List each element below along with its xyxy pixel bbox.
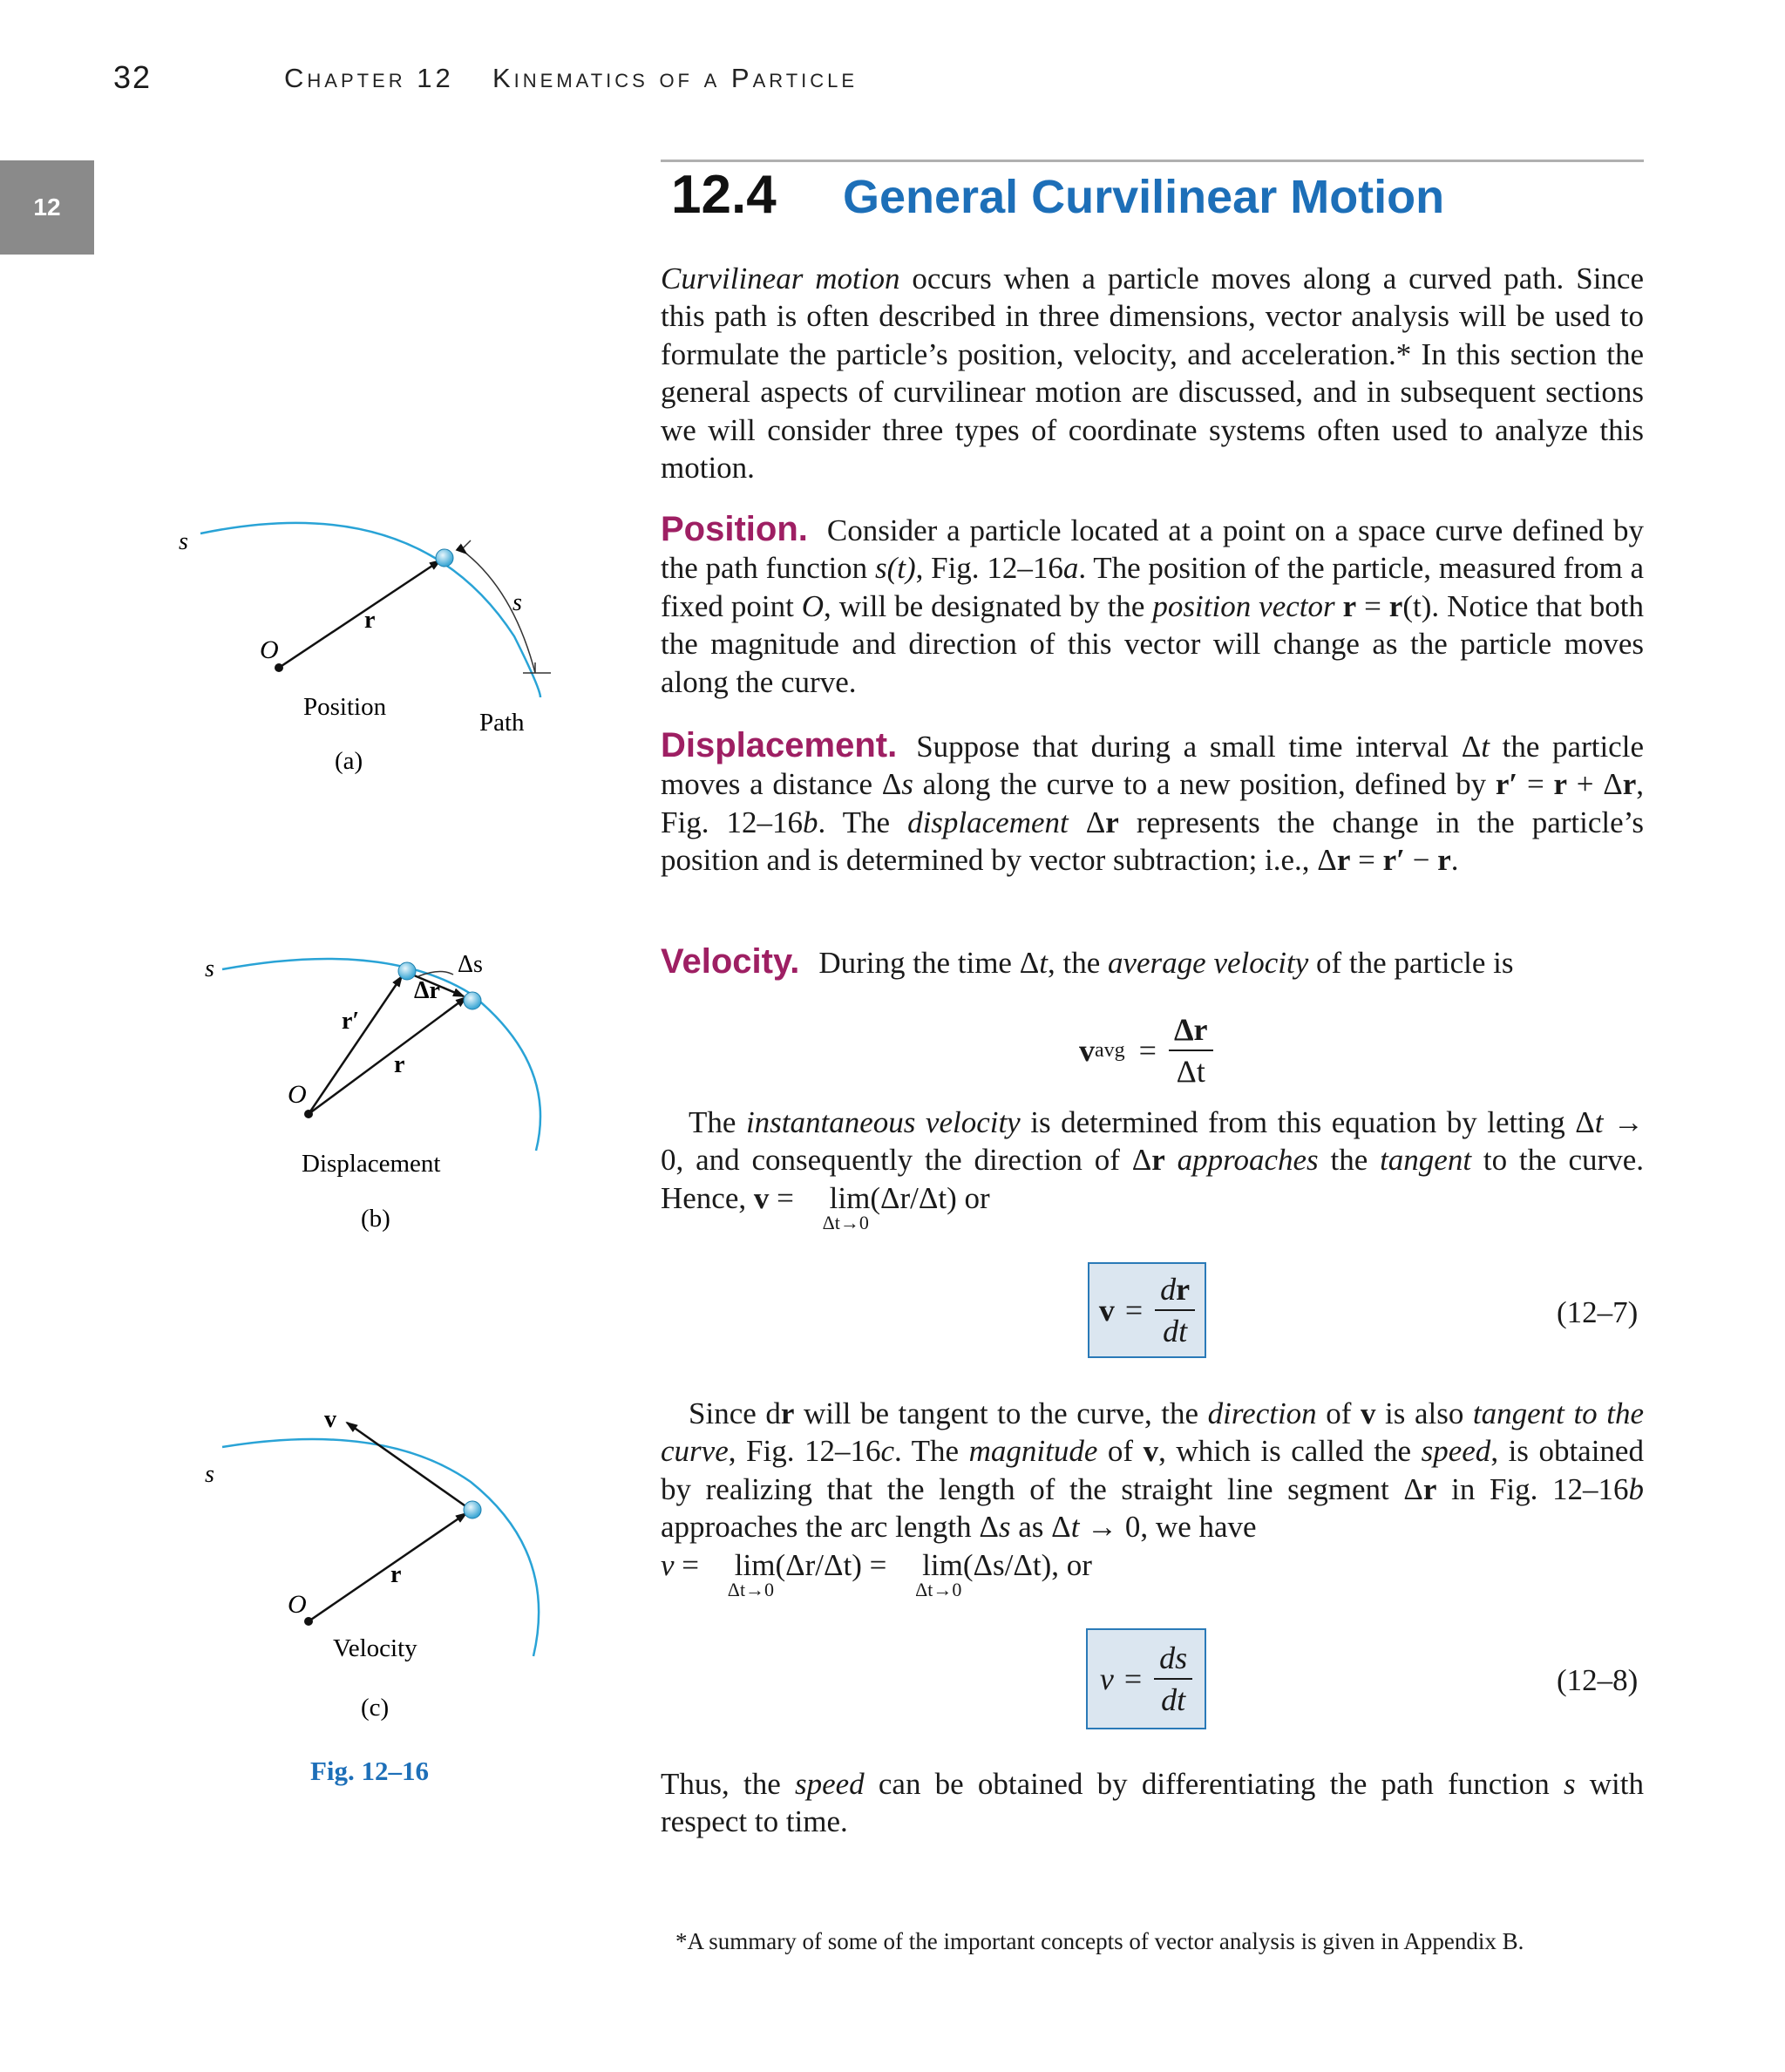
particle-c: [464, 1501, 481, 1518]
running-head-title: Kinematics of a Particle: [492, 63, 859, 93]
label-O-a: O: [260, 635, 279, 664]
position-heading: Position.: [661, 510, 808, 548]
label-v: v: [324, 1406, 336, 1433]
caption-position: Position: [303, 693, 387, 721]
label-r-b: r: [394, 1051, 405, 1078]
velocity-paragraph: Velocity. During the time Δt, the average velocity of the particle is: [661, 942, 1514, 981]
instantaneous-velocity-paragraph: The instantaneous velocity is determined from this equation by letting Δt → 0, and consequently the direction of Δr approaches the tangent to the curve. Hence, v = lim Δt→0 (Δr/Δt) or: [661, 1105, 1644, 1233]
average-velocity-equation: v avg = $\frac{\Delta r}{\Delta t}$: [1079, 1002, 1213, 1098]
caption-displacement: Displacement: [302, 1150, 441, 1178]
particle-a: [436, 549, 453, 567]
letter-b: (b): [361, 1205, 390, 1233]
vector-r-c: [309, 1513, 466, 1621]
label-r-prime: r′: [342, 1008, 360, 1035]
page-number: 32: [113, 59, 153, 95]
path-curve-b: [222, 959, 540, 1151]
particle-b-final: [464, 992, 481, 1009]
label-s-left-a: s: [179, 528, 188, 555]
footnote: *A summary of some of the important concepts of vector analysis is given in Appendix B.: [675, 1928, 1524, 1954]
caption-velocity: Velocity: [333, 1634, 417, 1662]
intro-paragraph: Curvilinear motion occurs when a particle moves along a curved path. Since this path is often described in three dimensions, vector analysis will be used to formulate the particle’s position, velocity, and acceleration.* In this section the general aspects of curvilinear motion are discussed, and in subsequent sections we will consider three types of coordinate systems often used to analyze this motion.: [661, 262, 1644, 486]
section-title: General Curvilinear Motion: [843, 171, 1445, 223]
vector-r-b: [309, 997, 466, 1114]
figure-a-position: [179, 523, 551, 775]
caption-path: Path: [479, 709, 525, 737]
label-s-left-b: s: [205, 955, 214, 982]
label-O-b: O: [288, 1080, 307, 1109]
section-number: 12.4: [671, 165, 777, 225]
equation-12-7-number: (12–7): [1557, 1295, 1639, 1329]
equation-12-8-number: (12–8): [1557, 1663, 1639, 1697]
letter-a: (a): [335, 747, 363, 775]
path-curve-c: [222, 1439, 539, 1656]
displacement-paragraph: Displacement. Suppose that during a small time interval Δt the particle moves a distance Δs along the curve to a new position, defined by r′ = r + Δr, Fig. 12–16b. The displacement Δr represents the change in the particle’s position and is determined by vector subtraction; i.e., Δr = r′ − r.: [661, 726, 1644, 878]
particle-b-initial: [398, 962, 416, 980]
figure-b-displacement: [205, 951, 540, 1233]
running-head-chapter: Chapter 12: [284, 63, 454, 93]
equation-12-8-box: v = $\frac{ds}{dt}$: [1086, 1628, 1206, 1729]
chapter-tab: 12: [0, 160, 94, 255]
section-rule: [661, 160, 1644, 162]
displacement-heading: Displacement.: [661, 726, 898, 764]
label-r-a: r: [364, 607, 376, 634]
label-delta-s: Δs: [458, 951, 483, 978]
label-s-left-c: s: [205, 1461, 214, 1488]
figure-label: Fig. 12–16: [310, 1756, 430, 1786]
label-O-c: O: [288, 1590, 307, 1619]
closing-paragraph: Thus, the speed can be obtained by differentiating the path function s with respect to time.: [661, 1767, 1645, 1839]
velocity-heading: Velocity.: [661, 942, 800, 981]
label-s-arc-a: s: [512, 589, 522, 616]
speed-paragraph: Since dr will be tangent to the curve, the direction of v is also tangent to the curve, Fig. 12–16c. The magnitude of v, which is called the speed, is obtained by realizing that the length of the straight line segment Δr in Fig. 12–16b approaches the arc length Δs as Δt → 0, we have v = lim Δt→0 (Δr/Δt) = lim Δt→0 (Δs/Δt), or: [661, 1396, 1645, 1600]
velocity-vector-v: [347, 1423, 471, 1510]
label-delta-r: Δr: [414, 977, 440, 1004]
position-paragraph: Position. Consider a particle located at a point on a space curve defined by the path function s(t), Fig. 12–16a. The position of the particle, measured from a fixed point O, will be designated by the position vector r = r(t). Notice that both the magnitude and direction of this vector will change as the particle moves along the curve.: [661, 510, 1645, 699]
origin-point-b: [304, 1110, 313, 1118]
origin-point-a: [275, 663, 283, 672]
figure-c-velocity: [205, 1406, 539, 1786]
vector-r-prime: [309, 976, 405, 1114]
equation-12-7-box: v = $\frac{dr}{dt}$: [1088, 1262, 1206, 1358]
position-vector-r: [279, 560, 440, 668]
letter-c: (c): [361, 1694, 390, 1722]
label-r-c: r: [390, 1561, 402, 1588]
figure-12-16: [0, 488, 628, 1813]
